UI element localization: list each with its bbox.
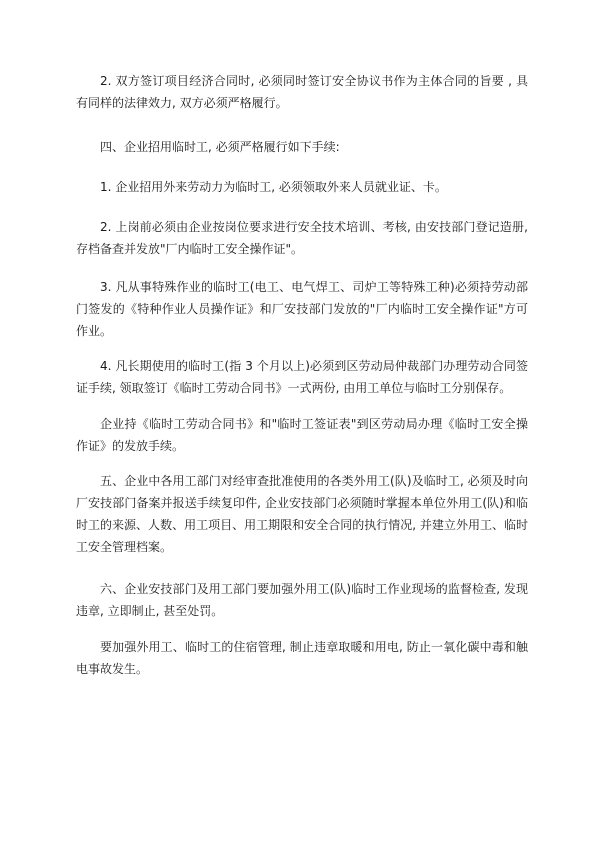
- section-six-paragraph: 六、企业安技部门及用工部门要加强外用工(队)临时工作业现场的监督检查, 发现违章, 立即制止, 甚至处罚。: [76, 582, 528, 618]
- paragraph-item-1: 1. 企业招用外来劳动力为临时工, 必须领取外来人员就业证、卡。: [100, 180, 447, 194]
- paragraph-item-3: 3. 凡从事特殊作业的临时工(电工、电气焊工、司炉工等特殊工种)必须持劳动部门签发的《特种作业人员操作证》和厂安技部门发放的"厂内临时工安全操作证"方可作业。: [76, 280, 528, 338]
- paragraph-contract-certificate: 企业持《临时工劳动合同书》和"临时工签证表"到区劳动局办理《临时工安全操作证》的发放手续。: [76, 417, 528, 453]
- paragraph-item-2: 2. 上岗前必须由企业按岗位要求进行安全技术培训、考核, 由安技部门登记造册, 存档备查并发放"厂内临时工安全操作证"。: [76, 220, 528, 256]
- section-five-paragraph: 五、企业中各用工部门对经审查批准使用的各类外用工(队)及临时工, 必须及时向厂安技部门备案并报送手续复印件, 企业安技部门必须随时掌握本单位外用工(队)和临时工的来源、人数、用工项目、用工期限和安全合同的执行情况, 并建立外用工、临时工安全管理档案。: [76, 474, 528, 554]
- paragraph-contract-signing: 2. 双方签订项目经济合同时, 必须同时签订安全协议书作为主体合同的旨要 , 具有同样的法律效力, 双方必须严格履行。: [76, 74, 528, 110]
- paragraph-accommodation: 要加强外用工、临时工的住宿管理, 制止违章取暖和用电, 防止一氧化碳中毒和触电事故发生。: [76, 640, 528, 676]
- section-four-heading: 四、企业招用临时工, 必须严格履行如下手续:: [100, 140, 340, 154]
- paragraph-item-4: 4. 凡长期使用的临时工(指 3 个月以上)必须到区劳动局仲裁部门办理劳动合同签证手续, 领取签订《临时工劳动合同书》一式两份, 由用工单位与临时工分别保存。: [76, 359, 528, 395]
